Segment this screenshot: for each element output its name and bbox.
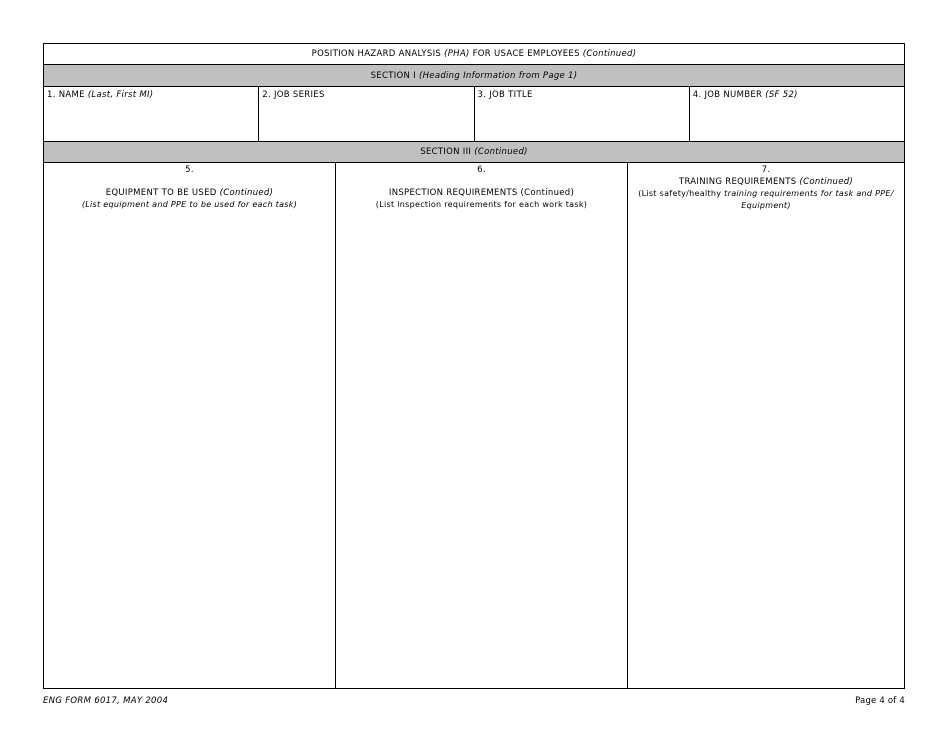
- equipment-heading-note: (Continued): [219, 187, 274, 198]
- heading-fields: [44, 87, 904, 141]
- name-field[interactable]: [44, 87, 259, 141]
- training-heading-note: (Continued): [799, 176, 854, 187]
- section-1-header: [44, 65, 904, 87]
- inspection-column[interactable]: [336, 163, 628, 688]
- equipment-instructions: [44, 199, 335, 211]
- form-title-text: POSITION HAZARD ANALYSIS: [311, 49, 442, 59]
- training-heading-text: TRAINING REQUIREMENTS: [678, 176, 797, 187]
- pha-form: [43, 43, 905, 689]
- training-instructions-plain: (List safety/healthy: [638, 189, 722, 198]
- training-heading: [628, 177, 904, 189]
- section-3-columns: [44, 163, 904, 688]
- inspection-heading: INSPECTION REQUIREMENTS (Continued): [388, 187, 575, 198]
- section-1-label: SECTION I: [370, 70, 416, 81]
- job-number-field-label: 4. JOB NUMBER: [692, 90, 763, 100]
- section-3-header: [44, 141, 904, 163]
- form-identifier: ENG FORM 6017, MAY 2004: [43, 696, 169, 706]
- training-column[interactable]: [628, 163, 904, 688]
- section-1-note: (Heading Information from Page 1): [418, 70, 578, 81]
- job-title-field[interactable]: [475, 87, 690, 141]
- equipment-heading: [44, 188, 335, 200]
- equipment-number: 5.: [185, 165, 194, 175]
- form-title: [44, 44, 904, 65]
- training-instructions: [628, 188, 904, 211]
- job-number-field[interactable]: [690, 87, 904, 141]
- name-field-note: (Last, First MI): [87, 90, 154, 100]
- equipment-heading-text: EQUIPMENT TO BE USED: [105, 187, 217, 198]
- job-series-field[interactable]: [259, 87, 474, 141]
- job-series-field-label: 2. JOB SERIES: [262, 90, 325, 100]
- form-title-continued: (Continued): [582, 49, 637, 59]
- form-title-rest: FOR USACE EMPLOYEES: [472, 49, 580, 59]
- equipment-column[interactable]: [44, 163, 336, 688]
- inspection-instructions: (List inspection requirements for each work task): [375, 200, 588, 209]
- page-number: Page 4 of 4: [855, 696, 905, 706]
- equipment-instructions-text: (List equipment and PPE to be used for each task): [81, 200, 298, 209]
- section-3-note: (Continued): [474, 147, 528, 157]
- training-instructions-text: training requirements for task and PPE/ Equipment): [724, 189, 894, 210]
- job-title-field-label: 3. JOB TITLE: [477, 90, 533, 100]
- section-3-label: SECTION III: [420, 147, 472, 157]
- training-number: 7.: [761, 165, 771, 175]
- name-field-label: 1. NAME: [47, 90, 85, 100]
- job-number-field-note: (SF 52): [765, 90, 798, 100]
- form-title-abbr: (PHA): [444, 49, 470, 59]
- inspection-number: 6.: [477, 165, 486, 175]
